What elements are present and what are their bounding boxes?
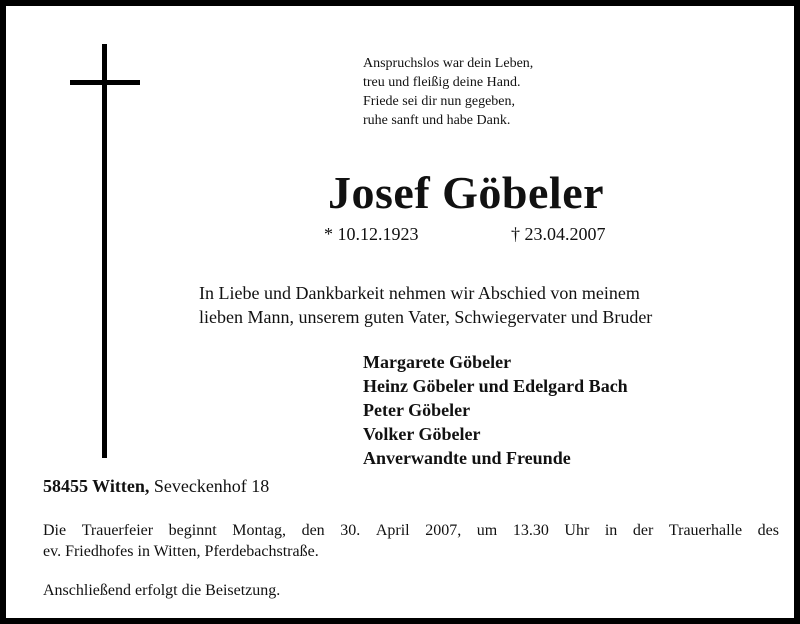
deceased-name: Josef Göbeler	[328, 167, 605, 218]
poem-line: treu und fleißig deine Hand.	[363, 75, 521, 90]
mourner-name: Volker Göbeler	[363, 424, 481, 444]
address-street: Seveckenhof 18	[153, 476, 270, 496]
poem-line: ruhe sanft und habe Dank.	[363, 113, 511, 128]
mourner-name: Margarete Göbeler	[363, 352, 512, 372]
farewell-text	[199, 281, 652, 329]
mourners-list	[363, 350, 628, 470]
farewell-line: lieben Mann, unserem guten Vater, Schwiegervater und Bruder	[199, 307, 653, 327]
service-info	[43, 520, 779, 562]
cross-icon-horizontal-bar	[70, 80, 140, 85]
mourner-name: Anverwandte und Freunde	[363, 448, 571, 468]
address-city: 58455 Witten,	[43, 476, 150, 496]
poem-line: Anspruchslos war dein Leben,	[363, 56, 534, 71]
address	[43, 476, 269, 497]
poem-line: Friede sei dir nun gegeben,	[363, 94, 516, 109]
poem	[363, 54, 533, 130]
service-line: ev. Friedhofes in Witten, Pferdebachstraße.	[43, 543, 319, 560]
service-line: Die Trauerfeier beginnt Montag, den 30. April 2007, um 13.30 Uhr in der Trauerhalle des	[43, 522, 779, 539]
cross-icon-vertical-bar	[102, 44, 107, 458]
birth-date: * 10.12.1923	[324, 224, 419, 244]
mourner-name: Heinz Göbeler und Edelgard Bach	[363, 376, 628, 396]
death-date: † 23.04.2007	[511, 224, 606, 244]
farewell-line: In Liebe und Dankbarkeit nehmen wir Abschied von meinem	[199, 283, 640, 303]
mourner-name: Peter Göbeler	[363, 400, 471, 420]
burial-info: Anschließend erfolgt die Beisetzung.	[43, 582, 281, 599]
